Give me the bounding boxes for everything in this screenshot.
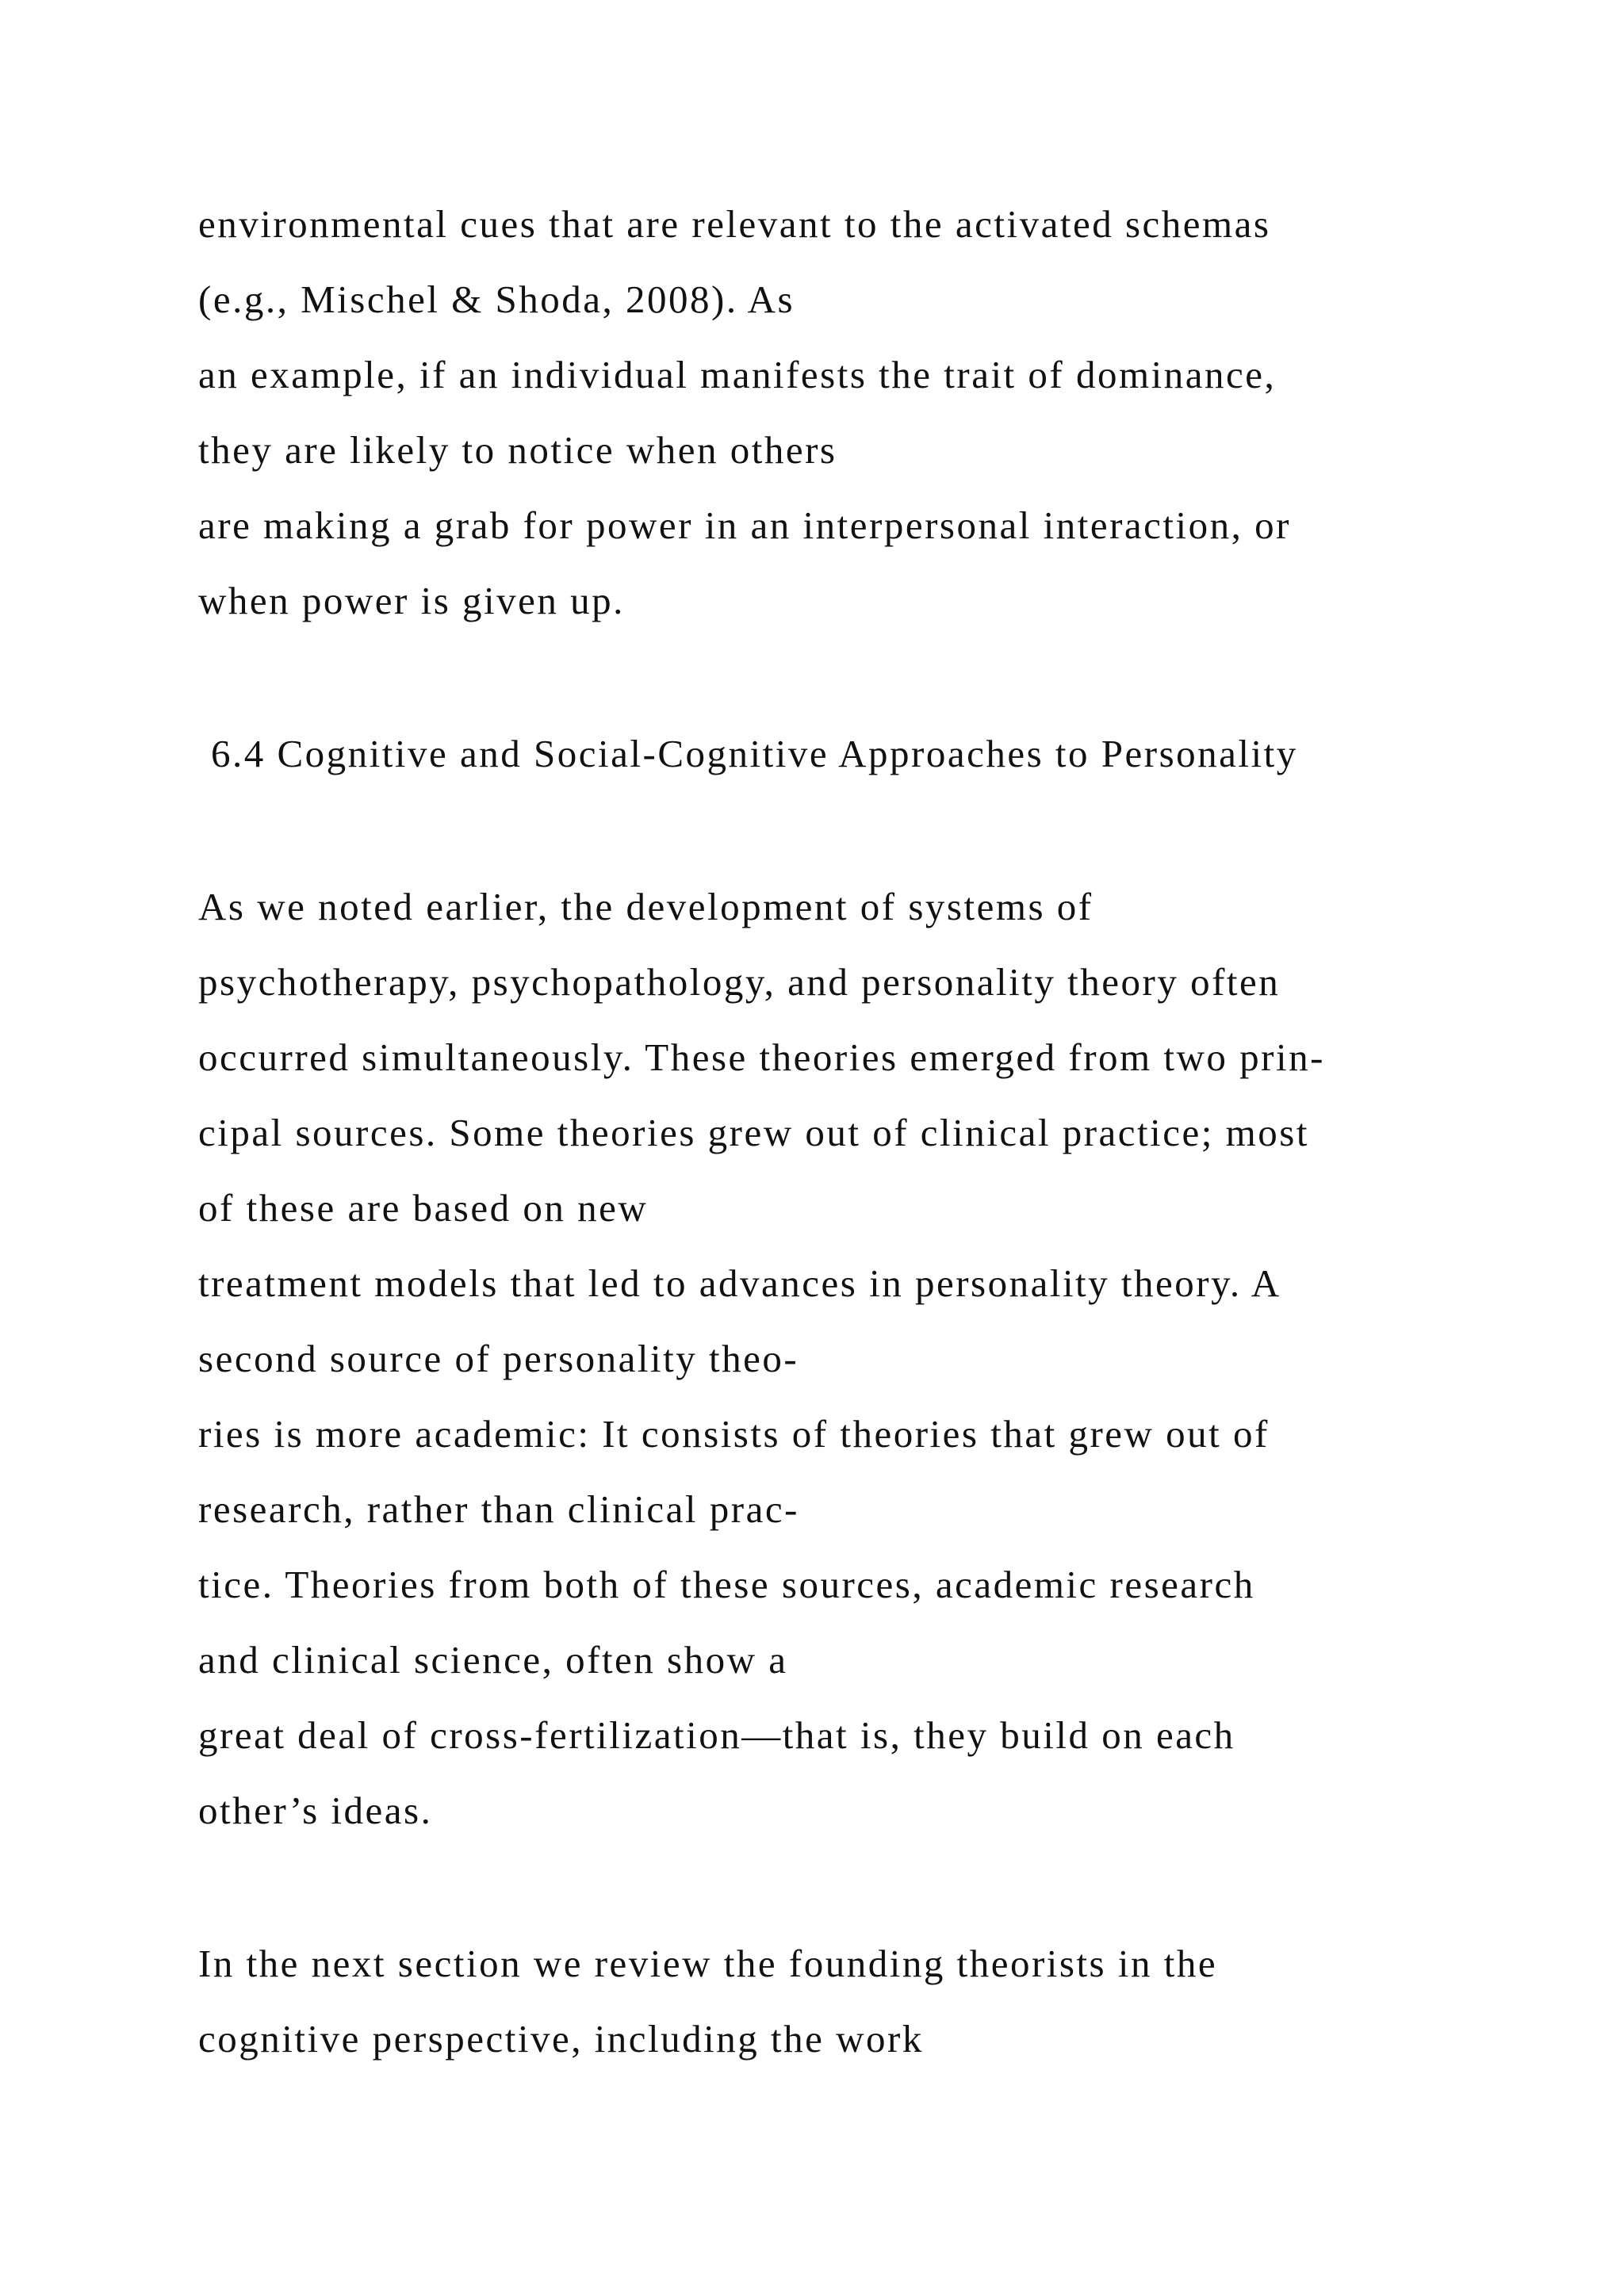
text-line: treatment models that led to advances in personality theory. A — [198, 1261, 1281, 1305]
text-line: cipal sources. Some theories grew out of clinical practice; most — [198, 1111, 1309, 1154]
text-line: other’s ideas. — [198, 1789, 433, 1832]
text-line: great deal of cross-fertilization—that is, they build on each — [198, 1713, 1235, 1757]
text-line: of these are based on new — [198, 1186, 649, 1230]
text-line: and clinical science, often show a — [198, 1638, 788, 1682]
text-line: second source of personality theo- — [198, 1337, 799, 1380]
text-line: are making a grab for power in an interpersonal interaction, or — [198, 503, 1291, 547]
text-line: when power is given up. — [198, 579, 625, 622]
text-line: As we noted earlier, the development of systems of — [198, 885, 1094, 928]
text-line: environmental cues that are relevant to the activated schemas — [198, 202, 1271, 246]
text-line: In the next section we review the founding theorists in the — [198, 1942, 1218, 1985]
text-line: tice. Theories from both of these sources, academic research — [198, 1563, 1255, 1606]
text-line: an example, if an individual manifests the trait of dominance, — [198, 353, 1277, 396]
text-line: cognitive perspective, including the work — [198, 2017, 924, 2061]
text-line: they are likely to notice when others — [198, 428, 837, 472]
text-line: (e.g., Mischel & Shoda, 2008). As — [198, 277, 795, 321]
text-line: occurred simultaneously. These theories emerged from two prin- — [198, 1035, 1325, 1079]
section-heading: 6.4 Cognitive and Social-Cognitive Approaches to Personality — [211, 732, 1298, 775]
text-line: ries is more academic: It consists of theories that grew out of — [198, 1412, 1270, 1456]
text-line: psychotherapy, psychopathology, and personality theory often — [198, 960, 1281, 1004]
text-line: research, rather than clinical prac- — [198, 1487, 799, 1531]
